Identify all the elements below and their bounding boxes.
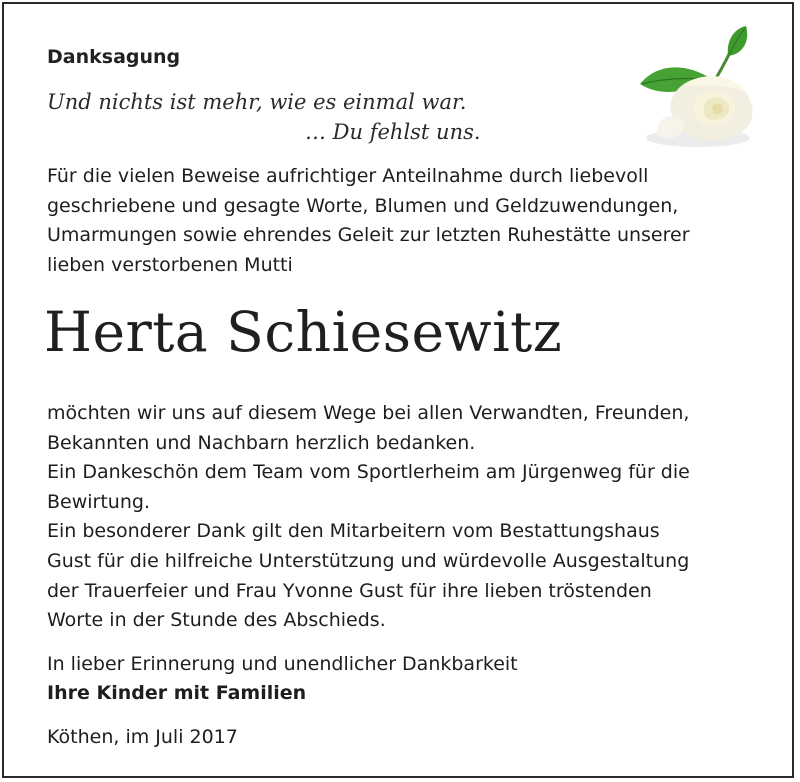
intro-paragraph <box>47 162 690 280</box>
intro-line: geschriebene und gesagte Worte, Blumen und Geldzuwendungen, <box>47 194 679 217</box>
thanks-paragraph <box>47 399 690 636</box>
intro-line: Für die vielen Beweise aufrichtiger Anteilnahme durch liebevoll <box>47 165 649 187</box>
obituary-notice <box>2 2 794 778</box>
closing-line: In lieber Erinnerung und unendlicher Dankbarkeit <box>47 653 518 675</box>
place-date: Köthen, im Juli 2017 <box>47 726 238 748</box>
thanks-line: Bekannten und Nachbarn herzlich bedanken. <box>47 431 476 454</box>
quote-line-2: … Du fehlst uns. <box>305 120 481 144</box>
thanks-line: Ein besonderer Dank gilt den Mitarbeitern vom Bestattungshaus <box>47 520 660 543</box>
thanks-line: möchten wir uns auf diesem Wege bei allen Verwandten, Freunden, <box>47 402 690 424</box>
intro-line: Umarmungen sowie ehrendes Geleit zur letzten Ruhestätte unserer <box>47 224 690 247</box>
thanks-line: Gust für die hilfreiche Unterstützung und würdevolle Ausgestaltung <box>47 549 690 572</box>
white-rose-icon <box>628 26 768 152</box>
thanks-line: Ein Dankeschön dem Team vom Sportlerheim am Jürgenweg für die <box>47 461 690 484</box>
thanks-line: Bewirtung. <box>47 490 150 513</box>
heading: Danksagung <box>47 46 181 68</box>
intro-line: lieben verstorbenen Mutti <box>47 253 293 276</box>
quote-line-1: Und nichts ist mehr, wie es einmal war. <box>47 90 467 114</box>
thanks-line: der Trauerfeier und Frau Yvonne Gust für ihre lieben tröstenden <box>47 579 652 602</box>
signature: Ihre Kinder mit Familien <box>47 682 307 704</box>
thanks-line: Worte in der Stunde des Abschieds. <box>47 609 386 632</box>
deceased-name: Herta Schiesewitz <box>44 300 563 364</box>
